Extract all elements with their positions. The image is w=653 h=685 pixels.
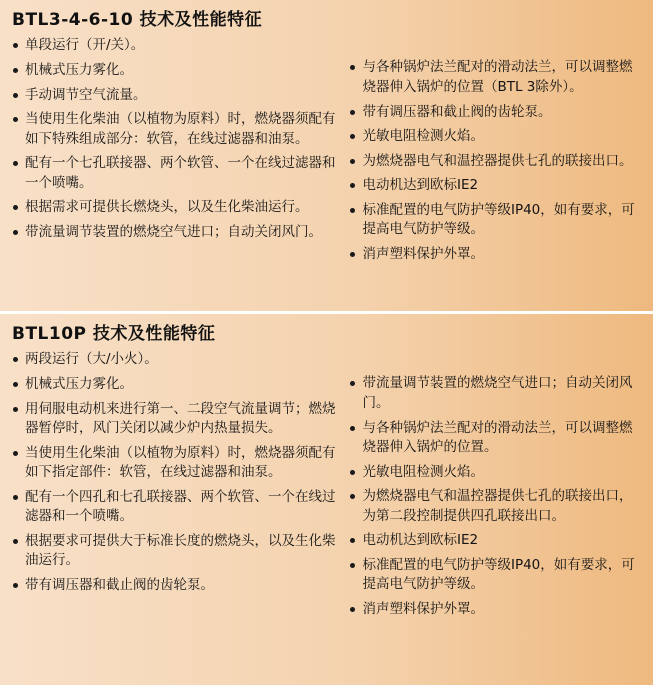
list-item: 手动调节空气流量。 [10,86,337,106]
section-btl10p [0,314,653,685]
list-item: 消声塑料保护外罩。 [347,245,643,265]
section-columns [10,36,643,269]
feature-list-left [10,350,337,595]
list-item: 标准配置的电气防护等级IP40，如有要求，可提高电气防护等级。 [347,556,643,595]
section-title: BTL10P 技术及性能特征 [12,324,216,344]
list-item: 与各种锅炉法兰配对的滑动法兰，可以调整燃烧器伸入锅炉的位置（BTL 3除外）。 [347,58,643,97]
list-item: 根据需求可提供长燃烧头，以及生化柴油运行。 [10,198,337,218]
list-item: 单段运行（开/关）。 [10,36,337,56]
feature-list-right [347,58,643,264]
list-item: 带流量调节装置的燃烧空气进口；自动关闭风门。 [347,374,643,413]
list-item: 电动机达到欧标IE2 [347,531,643,551]
list-item: 光敏电阻检测火焰。 [347,127,643,147]
list-item: 两段运行（大/小火）。 [10,350,337,370]
list-item: 电动机达到欧标IE2 [347,176,643,196]
right-column [343,350,643,624]
section-columns [10,350,643,624]
section-btl3-4-6-10 [0,0,653,314]
list-item: 为燃烧器电气和温控器提供七孔的联接出口。 [347,152,643,172]
list-item: 配有一个七孔联接器、两个软管、一个在线过滤器和一个喷嘴。 [10,154,337,193]
list-item: 当使用生化柴油（以植物为原料）时，燃烧器须配有如下指定部件：软管，在线过滤器和油泵。 [10,444,337,483]
list-item: 用伺服电动机来进行第一、二段空气流量调节；燃烧器暂停时，风门关闭以减少炉内热量损失。 [10,400,337,439]
left-column [10,36,343,247]
list-item: 与各种锅炉法兰配对的滑动法兰，可以调整燃烧器伸入锅炉的位置。 [347,419,643,458]
list-item: 根据要求可提供大于标准长度的燃烧头，以及生化柴油运行。 [10,532,337,571]
list-item: 光敏电阻检测火焰。 [347,463,643,483]
list-item: 标准配置的电气防护等级IP40，如有要求，可提高电气防护等级。 [347,201,643,240]
list-item: 消声塑料保护外罩。 [347,600,643,620]
list-item: 当使用生化柴油（以植物为原料）时，燃烧器须配有如下特殊组成部分：软管，在线过滤器和油泵。 [10,110,337,149]
list-item: 机械式压力雾化。 [10,61,337,81]
list-item: 机械式压力雾化。 [10,375,337,395]
section-title: BTL3-4-6-10 技术及性能特征 [12,10,263,30]
list-item: 为燃烧器电气和温控器提供七孔的联接出口，为第二段控制提供四孔联接出口。 [347,487,643,526]
list-item: 配有一个四孔和七孔联接器、两个软管、一个在线过滤器和一个喷嘴。 [10,488,337,527]
list-item: 带流量调节装置的燃烧空气进口；自动关闭风门。 [10,223,337,243]
feature-list-left [10,36,337,242]
left-column [10,350,343,600]
list-item: 带有调压器和截止阀的齿轮泵。 [347,103,643,123]
feature-list-right [347,374,643,619]
list-item: 带有调压器和截止阀的齿轮泵。 [10,576,337,596]
right-column [343,36,643,269]
